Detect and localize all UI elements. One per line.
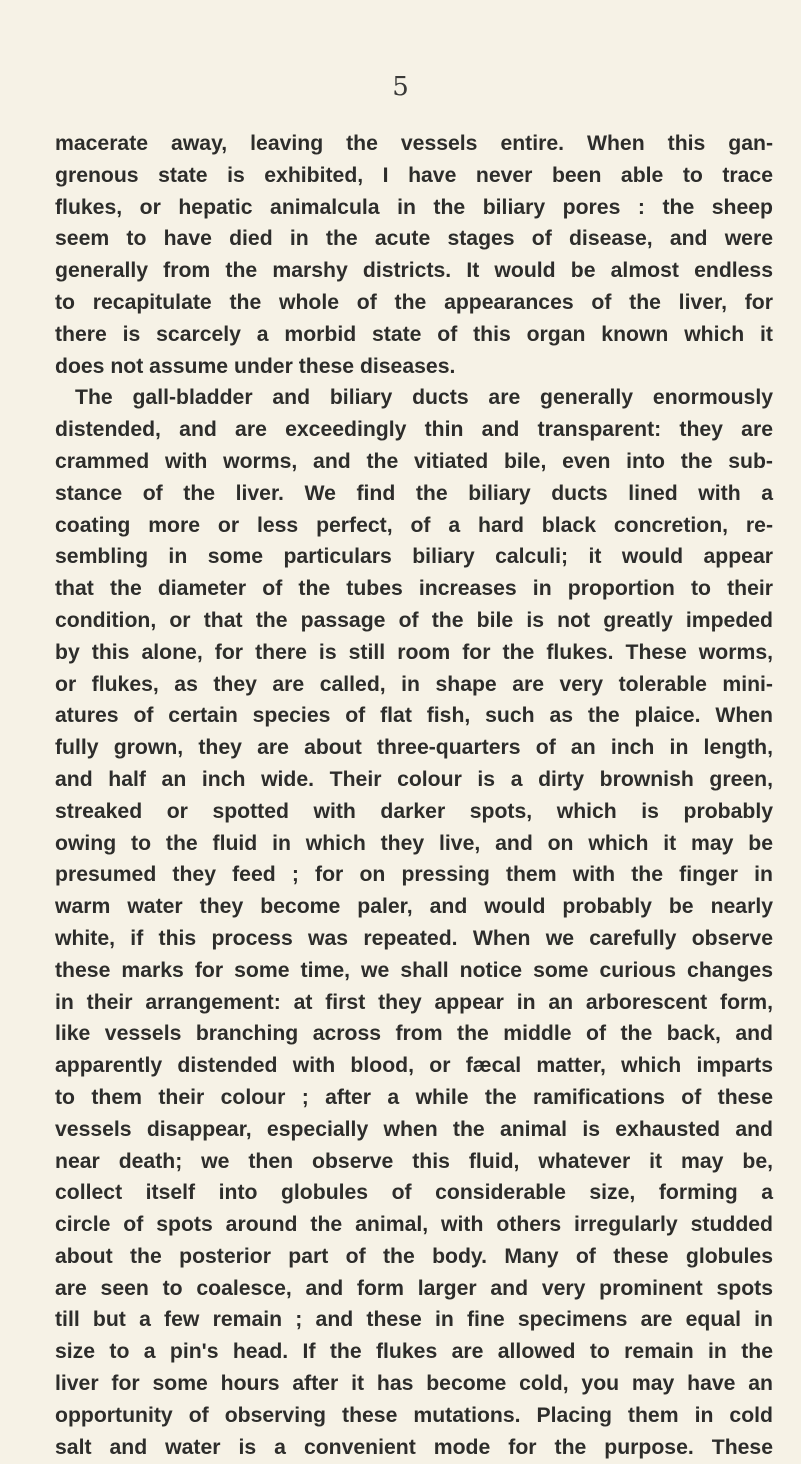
text-line: in their arrangement: at first they appear in an arborescent form, <box>55 990 773 1014</box>
text-line: collect itself into globules of considerable size, forming a <box>55 1181 773 1205</box>
text-line: The gall-bladder and biliary ducts are generally enormously <box>75 386 773 410</box>
text-line: are seen to coalesce, and form larger and very prominent spots <box>55 1276 773 1300</box>
text-line: flukes, or hepatic animalcula in the biliary pores : the sheep <box>55 195 773 219</box>
text-line: seem to have died in the acute stages of disease, and were <box>55 227 773 251</box>
text-line: white, if this process was repeated. When we carefully observe <box>55 926 773 950</box>
text-line: macerate away, leaving the vessels entire. When this gan- <box>55 132 773 155</box>
text-line: by this alone, for there is still room for the flukes. These worms, <box>55 640 773 664</box>
text-line: fully grown, they are about three-quarters of an inch in length, <box>55 736 773 760</box>
text-line: grenous state is exhibited, I have never been able to trace <box>55 163 773 187</box>
text-line: stance of the liver. We find the biliary ducts lined with a <box>55 481 773 505</box>
text-line: and half an inch wide. Their colour is a dirty brownish green, <box>55 767 773 791</box>
page-number: 5 <box>392 72 409 102</box>
text-line: near death; we then observe this fluid, whatever it may be, <box>55 1149 773 1173</box>
text-line: presumed they feed ; for on pressing them with the finger in <box>55 863 773 887</box>
text-line: opportunity of observing these mutations. Placing them in cold <box>55 1403 773 1427</box>
text-line: that the diameter of the tubes increases in proportion to their <box>55 577 773 601</box>
text-line: like vessels branching across from the middle of the back, and <box>55 1022 773 1046</box>
text-line: salt and water is a convenient mode for the purpose. These <box>55 1435 773 1459</box>
text-line: streaked or spotted with darker spots, which is probably <box>55 799 773 823</box>
text-line: to them their colour ; after a while the ramifications of these <box>55 1085 773 1109</box>
text-line: circle of spots around the animal, with others irregularly studded <box>55 1213 773 1237</box>
text-line: these marks for some time, we shall notice some curious changes <box>55 958 773 982</box>
text-line: generally from the marshy districts. It would be almost endless <box>55 259 773 283</box>
body-text <box>55 128 773 1463</box>
text-line: sembling in some particulars biliary calculi; it would appear <box>55 545 773 569</box>
text-line: or flukes, as they are called, in shape are very tolerable mini- <box>55 672 773 696</box>
text-line: atures of certain species of flat fish, such as the plaice. When <box>55 704 773 728</box>
text-line: owing to the fluid in which they live, and on which it may be <box>55 831 773 855</box>
text-line: there is scarcely a morbid state of this organ known which it <box>55 322 773 346</box>
text-line: to recapitulate the whole of the appearances of the liver, for <box>55 290 773 314</box>
text-line: does not assume under these diseases. <box>55 354 456 378</box>
text-line: liver for some hours after it has become cold, you may have an <box>55 1372 773 1396</box>
text-line: about the posterior part of the body. Many of these globules <box>55 1244 773 1268</box>
text-line: condition, or that the passage of the bile is not greatly impeded <box>55 608 773 632</box>
text-line: till but a few remain ; and these in fine specimens are equal in <box>55 1308 773 1332</box>
text-line: coating more or less perfect, of a hard black concretion, re- <box>55 513 773 537</box>
text-line: crammed with worms, and the vitiated bile, even into the sub- <box>55 449 773 473</box>
text-line: vessels disappear, especially when the animal is exhausted and <box>55 1117 773 1141</box>
text-line: distended, and are exceedingly thin and transparent: they are <box>55 418 773 442</box>
text-line: warm water they become paler, and would probably be nearly <box>55 895 773 919</box>
text-line: apparently distended with blood, or fæcal matter, which imparts <box>55 1054 773 1078</box>
text-line: size to a pin's head. If the flukes are allowed to remain in the <box>55 1340 773 1364</box>
